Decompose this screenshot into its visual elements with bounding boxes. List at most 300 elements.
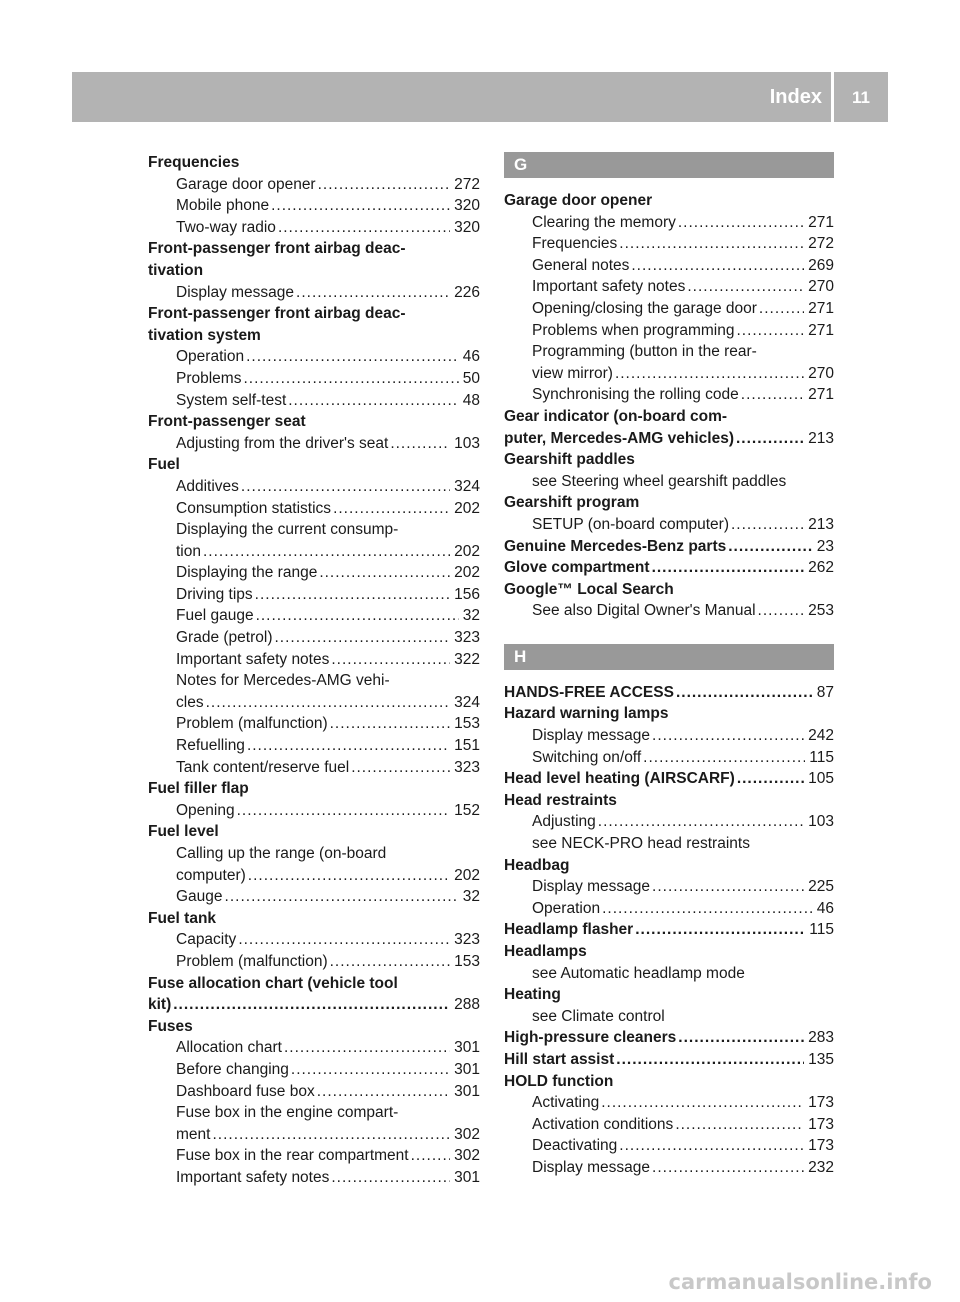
leader-dots — [736, 428, 804, 450]
entry-page-number: 115 — [809, 921, 834, 939]
entry-text: Display message — [176, 283, 295, 301]
index-heading — [148, 303, 480, 325]
index-heading — [148, 325, 480, 347]
entry-text: Heating — [504, 986, 561, 1004]
entry-text: Adjusting from the driver's seat — [176, 434, 389, 452]
entry-text: Head level heating (AIRSCARF) — [504, 770, 735, 788]
index-subentry-with-page — [148, 433, 480, 455]
entry-text: Before changing — [176, 1060, 289, 1078]
entry-text: Hill start assist — [504, 1050, 615, 1068]
index-subentry-with-page — [148, 346, 480, 368]
index-subentry-with-page — [148, 368, 480, 390]
entry-text: Problem (malfunction) — [176, 715, 328, 733]
leader-dots — [758, 600, 805, 622]
index-heading-with-page — [504, 428, 834, 450]
entry-text: Operation — [532, 899, 601, 917]
entry-text: Fuses — [148, 1017, 193, 1035]
entry-text: tivation system — [148, 326, 261, 344]
entry-page-number: 271 — [808, 386, 834, 404]
index-subentry-with-page — [148, 713, 480, 735]
leader-dots — [619, 1135, 804, 1157]
entry-page-number: 103 — [454, 434, 480, 452]
index-subentry-with-page — [504, 1114, 834, 1136]
section-gap — [504, 622, 834, 644]
index-subentry-with-page — [148, 605, 480, 627]
entry-text: Fuse box in the engine compart- — [176, 1104, 399, 1122]
index-subentry-with-page — [148, 757, 480, 779]
index-subentry — [504, 963, 834, 985]
entry-text: Additives — [176, 477, 239, 495]
leader-dots — [212, 1124, 450, 1146]
index-subentry-with-page — [504, 876, 834, 898]
leader-dots — [173, 994, 450, 1016]
leader-dots — [271, 195, 450, 217]
entry-page-number: 323 — [454, 931, 480, 949]
leader-dots — [319, 562, 450, 584]
index-subentry-with-page — [148, 735, 480, 757]
entry-page-number: 320 — [454, 197, 480, 215]
entry-page-number: 270 — [808, 364, 834, 382]
entry-page-number: 173 — [808, 1094, 834, 1112]
entry-text: Switching on/off — [532, 748, 642, 766]
entry-text: puter, Mercedes-AMG vehicles) — [504, 429, 734, 447]
entry-text: Grade (petrol) — [176, 629, 273, 647]
index-subentry — [504, 1006, 834, 1028]
entry-text: HOLD function — [504, 1072, 614, 1090]
index-subentry-with-page — [504, 600, 834, 622]
leader-dots — [616, 1049, 804, 1071]
index-subentry-with-page — [504, 233, 834, 255]
entry-text: Front-passenger front airbag deac- — [148, 240, 406, 258]
entry-page-number: 323 — [454, 758, 480, 776]
entry-page-number: 232 — [808, 1158, 834, 1176]
index-subentry-with-page — [504, 1092, 834, 1114]
entry-text: Problem (malfunction) — [176, 952, 328, 970]
entry-page-number: 202 — [454, 564, 480, 582]
index-subentry-with-page — [148, 800, 480, 822]
entry-text: Opening — [176, 801, 235, 819]
leader-dots — [390, 433, 450, 455]
entry-text: Capacity — [176, 931, 237, 949]
entry-text: kit) — [148, 996, 172, 1014]
entry-text: System self-test — [176, 391, 287, 409]
index-heading — [148, 908, 480, 930]
leader-dots — [291, 1059, 450, 1081]
index-subentry-with-page — [504, 255, 834, 277]
entry-text: view mirror) — [532, 364, 613, 382]
entry-text: see NECK-PRO head restraints — [532, 835, 750, 853]
leader-dots — [256, 605, 459, 627]
index-heading — [504, 703, 834, 725]
header-bar — [72, 72, 888, 122]
index-column-left — [148, 152, 480, 1189]
entry-page-number: 115 — [809, 748, 834, 766]
index-subentry-with-page — [504, 725, 834, 747]
index-subentry — [148, 1102, 480, 1124]
entry-text: Frequencies — [532, 235, 618, 253]
entry-text: Head restraints — [504, 791, 617, 809]
entry-page-number: 301 — [454, 1039, 480, 1057]
entry-text: Synchronising the rolling code — [532, 386, 739, 404]
entry-page-number: 283 — [808, 1029, 834, 1047]
index-heading — [504, 984, 834, 1006]
index-subentry-with-page — [504, 1135, 834, 1157]
index-subentry-with-page — [148, 692, 480, 714]
leader-dots — [675, 1114, 804, 1136]
leader-dots — [248, 865, 450, 887]
leader-dots — [635, 919, 805, 941]
entry-text: Notes for Mercedes-AMG vehi- — [176, 672, 390, 690]
entry-text: Display message — [532, 1158, 651, 1176]
entry-text: Opening/closing the garage door — [532, 299, 757, 317]
leader-dots — [652, 1157, 804, 1179]
entry-page-number: 301 — [454, 1168, 480, 1186]
leader-dots — [246, 346, 459, 368]
leader-dots — [333, 498, 450, 520]
entry-text: Operation — [176, 348, 245, 366]
entry-page-number: 271 — [808, 213, 834, 231]
index-subentry-with-page — [148, 541, 480, 563]
entry-page-number: 23 — [816, 537, 834, 555]
entry-page-number: 153 — [454, 715, 480, 733]
entry-page-number: 320 — [454, 218, 480, 236]
index-heading — [504, 406, 834, 428]
leader-dots — [330, 713, 451, 735]
index-heading — [148, 973, 480, 995]
leader-dots — [652, 557, 805, 579]
entry-text: Garage door opener — [176, 175, 316, 193]
entry-text: Headlamps — [504, 943, 587, 960]
leader-dots — [296, 282, 450, 304]
leader-dots — [741, 384, 804, 406]
index-heading-with-page — [504, 682, 834, 704]
leader-dots — [619, 233, 804, 255]
leader-dots — [601, 1092, 804, 1114]
index-subentry-with-page — [148, 649, 480, 671]
entry-page-number: 271 — [808, 321, 834, 339]
entry-page-number: 46 — [816, 899, 834, 917]
entry-page-number: 225 — [808, 878, 834, 896]
index-heading — [148, 238, 480, 260]
entry-text: Gearshift paddles — [504, 451, 635, 469]
leader-dots — [631, 255, 804, 277]
entry-page-number: 270 — [808, 278, 834, 296]
entry-text: Calling up the range (on-board — [176, 845, 387, 862]
leader-dots — [331, 649, 450, 671]
index-heading — [504, 855, 834, 877]
index-heading-with-page — [504, 919, 834, 941]
entry-text: Headbag — [504, 856, 570, 874]
leader-dots — [203, 541, 450, 563]
index-subentry-with-page — [148, 1037, 480, 1059]
entry-text: Displaying the range — [176, 564, 318, 582]
index-subentry-with-page — [148, 886, 480, 908]
entry-text: Fuse box in the rear compartment — [176, 1147, 409, 1165]
entry-page-number: 153 — [454, 952, 480, 970]
entry-text: Fuel tank — [148, 909, 217, 927]
index-subentry-with-page — [148, 498, 480, 520]
entry-text: see Automatic headlamp mode — [532, 964, 745, 982]
entry-text: Refuelling — [176, 737, 245, 755]
leader-dots — [728, 536, 813, 558]
entry-text: Front-passenger seat — [148, 413, 306, 431]
entry-page-number: 272 — [808, 235, 834, 253]
leader-dots — [652, 876, 804, 898]
entry-page-number: 262 — [808, 559, 834, 577]
entry-text: High-pressure cleaners — [504, 1029, 677, 1047]
index-subentry-with-page — [148, 476, 480, 498]
index-subentry-with-page — [148, 282, 480, 304]
entry-text: Google™ Local Search — [504, 580, 674, 598]
entry-text: Two-way radio — [176, 218, 276, 236]
entry-text: General notes — [532, 256, 630, 274]
leader-dots — [615, 363, 804, 385]
index-subentry-with-page — [504, 747, 834, 769]
entry-text: ment — [176, 1125, 211, 1143]
leader-dots — [678, 1027, 804, 1049]
entry-page-number: 323 — [454, 629, 480, 647]
entry-page-number: 213 — [808, 515, 834, 533]
index-heading — [504, 492, 834, 514]
entry-page-number: 302 — [454, 1147, 480, 1165]
leader-dots — [652, 725, 804, 747]
leader-dots — [331, 1167, 450, 1189]
entry-text: Problems when programming — [532, 321, 735, 339]
entry-page-number: 271 — [808, 299, 834, 317]
index-subentry-with-page — [504, 811, 834, 833]
entry-text: Hazard warning lamps — [504, 705, 669, 723]
entry-text: Glove compartment — [504, 559, 650, 577]
entry-page-number: 253 — [808, 602, 834, 620]
entry-text: Gear indicator (on-board com- — [504, 407, 728, 425]
index-subentry — [504, 833, 834, 855]
entry-text: Allocation chart — [176, 1039, 282, 1057]
entry-page-number: 322 — [454, 650, 480, 668]
entry-page-number: 269 — [808, 256, 834, 274]
entry-text: see Steering wheel gearshift paddles — [532, 472, 787, 490]
index-heading — [504, 449, 834, 471]
entry-page-number: 324 — [454, 693, 480, 711]
entry-page-number: 242 — [808, 727, 834, 745]
index-subentry-with-page — [504, 320, 834, 342]
leader-dots — [284, 1037, 450, 1059]
leader-dots — [759, 298, 804, 320]
entry-page-number: 151 — [454, 737, 480, 755]
page-number: 11 — [852, 88, 870, 107]
entry-page-number: 32 — [462, 607, 480, 625]
leader-dots — [330, 951, 451, 973]
entry-text: Gauge — [176, 888, 223, 906]
entry-text: Frequencies — [148, 154, 240, 171]
index-subentry-with-page — [148, 951, 480, 973]
leader-dots — [278, 217, 450, 239]
index-subentry-with-page — [148, 1167, 480, 1189]
leader-dots — [206, 692, 451, 714]
entry-text: Front-passenger front airbag deac- — [148, 305, 406, 323]
entry-text: SETUP (on-board computer) — [532, 515, 729, 533]
entry-page-number: 213 — [808, 429, 834, 447]
index-heading — [504, 579, 834, 601]
entry-text: Garage door opener — [504, 192, 653, 209]
leader-dots — [237, 800, 451, 822]
index-subentry — [148, 670, 480, 692]
entry-page-number: 48 — [462, 391, 480, 409]
entry-text: Gearshift program — [504, 494, 640, 512]
index-heading — [148, 821, 480, 843]
entry-text: Clearing the memory — [532, 213, 676, 231]
entry-page-number: 173 — [808, 1115, 834, 1133]
entry-page-number: 50 — [462, 369, 480, 387]
index-heading-with-page — [504, 1049, 834, 1071]
index-subentry-with-page — [504, 898, 834, 920]
index-subentry-with-page — [504, 276, 834, 298]
entry-text: See also Digital Owner's Manual — [532, 602, 756, 620]
entry-page-number: 46 — [462, 348, 480, 366]
leader-dots — [731, 514, 804, 536]
index-subentry-with-page — [504, 384, 834, 406]
entry-text: cles — [176, 693, 204, 711]
entry-text: Important safety notes — [532, 278, 686, 296]
index-subentry-with-page — [148, 562, 480, 584]
leader-dots — [643, 747, 805, 769]
entry-text: Fuel gauge — [176, 607, 254, 625]
index-subentry-with-page — [504, 212, 834, 234]
index-subentry-with-page — [504, 514, 834, 536]
index-subentry — [504, 341, 834, 363]
leader-dots — [255, 584, 450, 606]
leader-dots — [351, 757, 450, 779]
entry-page-number: 301 — [454, 1082, 480, 1100]
index-column-right — [504, 152, 834, 1179]
entry-text: Adjusting — [532, 813, 596, 831]
entry-text: Tank content/reserve fuel — [176, 758, 350, 776]
entry-text: Consumption statistics — [176, 499, 332, 517]
index-subentry-with-page — [148, 1145, 480, 1167]
leader-dots — [678, 212, 804, 234]
entry-page-number: 152 — [454, 801, 480, 819]
entry-text: Deactivating — [532, 1137, 618, 1155]
entry-page-number: 288 — [454, 996, 480, 1014]
index-heading — [504, 790, 834, 812]
entry-text: Headlamp flasher — [504, 921, 634, 939]
leader-dots — [274, 627, 450, 649]
entry-page-number: 226 — [454, 283, 480, 301]
entry-text: Fuse allocation chart (vehicle tool — [148, 974, 398, 992]
entry-text: Problems — [176, 369, 242, 387]
index-heading-with-page — [504, 536, 834, 558]
index-heading — [148, 778, 480, 800]
index-heading-with-page — [504, 1027, 834, 1049]
entry-page-number: 324 — [454, 477, 480, 495]
index-subentry-with-page — [148, 174, 480, 196]
leader-dots — [602, 898, 813, 920]
leader-dots — [318, 174, 451, 196]
leader-dots — [687, 276, 804, 298]
entry-page-number: 87 — [816, 683, 834, 701]
page-title: Index — [769, 86, 822, 108]
index-heading — [504, 1071, 834, 1093]
entry-text: Mobile phone — [176, 197, 270, 215]
leader-dots — [411, 1145, 451, 1167]
leader-dots — [317, 1081, 450, 1103]
entry-text: Important safety notes — [176, 650, 330, 668]
entry-text: see Climate control — [532, 1007, 665, 1025]
index-subentry-with-page — [148, 929, 480, 951]
index-heading — [504, 190, 834, 212]
entry-page-number: 135 — [808, 1050, 834, 1068]
leader-dots — [225, 886, 459, 908]
leader-dots — [241, 476, 450, 498]
entry-page-number: 202 — [454, 499, 480, 517]
entry-page-number: 103 — [808, 813, 834, 831]
index-subentry-with-page — [148, 1081, 480, 1103]
section-letter: G — [504, 152, 834, 178]
leader-dots — [238, 929, 450, 951]
entry-text: Display message — [532, 727, 651, 745]
leader-dots — [247, 735, 450, 757]
entry-text: tivation — [148, 261, 204, 279]
index-subentry-with-page — [504, 363, 834, 385]
entry-text: Activation conditions — [532, 1115, 674, 1133]
index-subentry-with-page — [148, 1124, 480, 1146]
leader-dots — [736, 320, 804, 342]
leader-dots — [737, 768, 804, 790]
entry-text: tion — [176, 542, 201, 560]
index-heading — [148, 1016, 480, 1038]
header-separator — [831, 72, 834, 122]
entry-page-number: 272 — [454, 175, 480, 193]
index-heading — [504, 941, 834, 963]
index-heading-with-page — [504, 557, 834, 579]
index-heading — [148, 260, 480, 282]
index-subentry-with-page — [148, 195, 480, 217]
entry-text: Activating — [532, 1094, 600, 1112]
index-subentry-with-page — [148, 865, 480, 887]
index-heading-with-page — [504, 768, 834, 790]
index-subentry-with-page — [148, 584, 480, 606]
entry-page-number: 156 — [454, 585, 480, 603]
entry-text: Display message — [532, 878, 651, 896]
entry-text: computer) — [176, 866, 246, 884]
leader-dots — [243, 368, 458, 390]
entry-page-number: 302 — [454, 1125, 480, 1143]
entry-text: Driving tips — [176, 585, 253, 603]
entry-page-number: 32 — [462, 888, 480, 906]
index-heading — [148, 411, 480, 433]
leader-dots — [288, 390, 459, 412]
index-subentry-with-page — [504, 298, 834, 320]
index-subentry — [148, 843, 480, 865]
index-subentry-with-page — [148, 217, 480, 239]
index-subentry — [148, 519, 480, 541]
index-heading-with-page — [148, 994, 480, 1016]
section-letter: H — [504, 644, 834, 670]
entry-text: Dashboard fuse box — [176, 1082, 315, 1100]
index-heading — [148, 454, 480, 476]
entry-text: Fuel level — [148, 823, 219, 841]
index-subentry-with-page — [148, 627, 480, 649]
entry-page-number: 173 — [808, 1137, 834, 1155]
watermark: carmanualsonline.info — [668, 1270, 932, 1294]
index-subentry-with-page — [504, 1157, 834, 1179]
index-subentry-with-page — [148, 390, 480, 412]
entry-page-number: 105 — [808, 770, 834, 788]
leader-dots — [676, 682, 813, 704]
index-subentry — [504, 471, 834, 493]
leader-dots — [598, 811, 804, 833]
entry-text: Displaying the current consump- — [176, 521, 399, 539]
index-heading — [148, 152, 480, 174]
